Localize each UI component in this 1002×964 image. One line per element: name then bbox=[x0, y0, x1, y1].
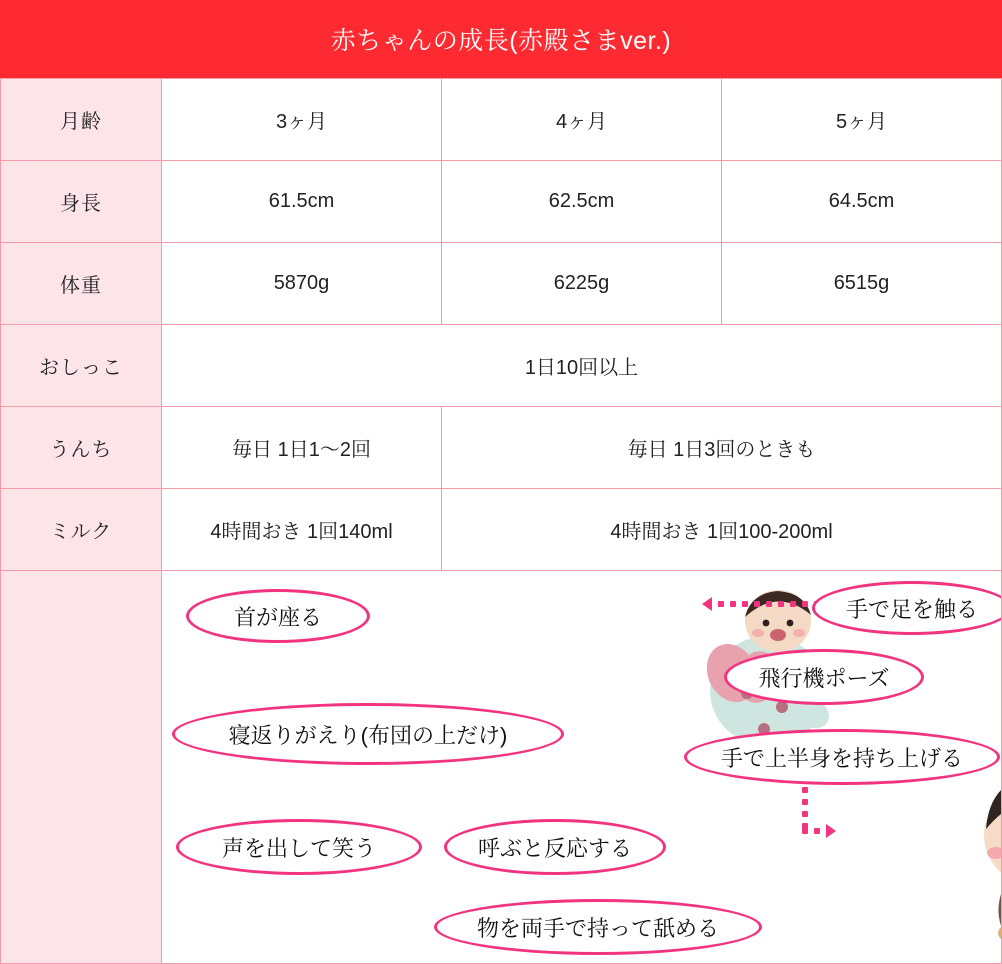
milestone-bubble-rollover bbox=[172, 703, 564, 765]
row-header-age: 月齢 bbox=[1, 79, 162, 161]
milestones-cell bbox=[162, 571, 1002, 964]
cell-age-3m: 3ヶ月 bbox=[162, 79, 442, 161]
baby-crawling-illustration bbox=[962, 771, 1001, 961]
arrow-left-icon bbox=[702, 597, 712, 611]
table-row bbox=[1, 407, 1002, 489]
milestone-label: 首が座る bbox=[233, 604, 322, 630]
milestone-bubble-push-up bbox=[684, 729, 1000, 785]
page-title: 赤ちゃんの成長(赤殿さまver.) bbox=[330, 27, 672, 55]
cell-weight-5m: 6515g bbox=[722, 243, 1002, 325]
table-row bbox=[1, 325, 1002, 407]
cell-pee-all: 1日10回以上 bbox=[162, 325, 1002, 407]
dot bbox=[718, 601, 724, 607]
cell-poo-3m: 毎日 1日1〜2回 bbox=[162, 407, 442, 489]
row-header-poo: うんち bbox=[1, 407, 162, 489]
milestone-bubble-neck-control bbox=[186, 589, 370, 643]
dot bbox=[802, 601, 808, 607]
cell-milk-3m: 4時間おき 1回140ml bbox=[162, 489, 442, 571]
milestone-label: 物を両手で持って舐める bbox=[476, 915, 719, 941]
row-header-pee: おしっこ bbox=[1, 325, 162, 407]
milestone-label: 寝返りがえり(布団の上だけ) bbox=[228, 722, 508, 748]
dot bbox=[766, 601, 772, 607]
dot bbox=[814, 828, 820, 834]
table-row bbox=[1, 79, 1002, 161]
milestone-label: 声を出して笑う bbox=[221, 835, 376, 861]
milestone-bubble-laugh-aloud bbox=[176, 819, 422, 875]
row-header-milestones-blank bbox=[1, 571, 162, 964]
milestone-label: 手で足を触る bbox=[845, 596, 978, 622]
milestone-bubble-touch-feet bbox=[812, 581, 1001, 635]
page-title-bar bbox=[0, 0, 1002, 78]
cell-height-5m: 64.5cm bbox=[722, 161, 1002, 243]
milestone-bubble-responds-to-name bbox=[444, 819, 666, 875]
milestone-label: 飛行機ポーズ bbox=[758, 665, 890, 691]
arrow-right-icon bbox=[826, 824, 836, 838]
dot bbox=[802, 787, 808, 793]
table-row bbox=[1, 243, 1002, 325]
dot bbox=[778, 601, 784, 607]
dot bbox=[802, 828, 808, 834]
milestone-bubble-holds-and-licks bbox=[434, 899, 762, 955]
cell-height-3m: 61.5cm bbox=[162, 161, 442, 243]
cell-age-4m: 4ヶ月 bbox=[442, 79, 722, 161]
milestone-bubble-airplane-pose bbox=[724, 649, 924, 705]
dot bbox=[802, 799, 808, 805]
milestone-label: 呼ぶと反応する bbox=[477, 835, 632, 861]
row-header-milk: ミルク bbox=[1, 489, 162, 571]
cell-weight-3m: 5870g bbox=[162, 243, 442, 325]
table-row bbox=[1, 161, 1002, 243]
milestones-area bbox=[162, 571, 1001, 963]
dot bbox=[742, 601, 748, 607]
cell-poo-4m-5m: 毎日 1日3回のときも bbox=[442, 407, 1002, 489]
cell-milk-4m-5m: 4時間おき 1回100-200ml bbox=[442, 489, 1002, 571]
growth-table bbox=[0, 78, 1002, 964]
dot bbox=[754, 601, 760, 607]
cell-height-4m: 62.5cm bbox=[442, 161, 722, 243]
table-row bbox=[1, 489, 1002, 571]
milestone-label: 手で上半身を持ち上げる bbox=[720, 745, 963, 771]
dot bbox=[790, 601, 796, 607]
row-header-weight: 体重 bbox=[1, 243, 162, 325]
row-header-height: 身長 bbox=[1, 161, 162, 243]
dot bbox=[730, 601, 736, 607]
baby-crawling-photo bbox=[962, 771, 1001, 961]
cell-weight-4m: 6225g bbox=[442, 243, 722, 325]
dotted-connector-down-arrow bbox=[802, 824, 836, 838]
dot bbox=[802, 811, 808, 817]
cell-age-5m: 5ヶ月 bbox=[722, 79, 1002, 161]
table-row-milestones bbox=[1, 571, 1002, 964]
